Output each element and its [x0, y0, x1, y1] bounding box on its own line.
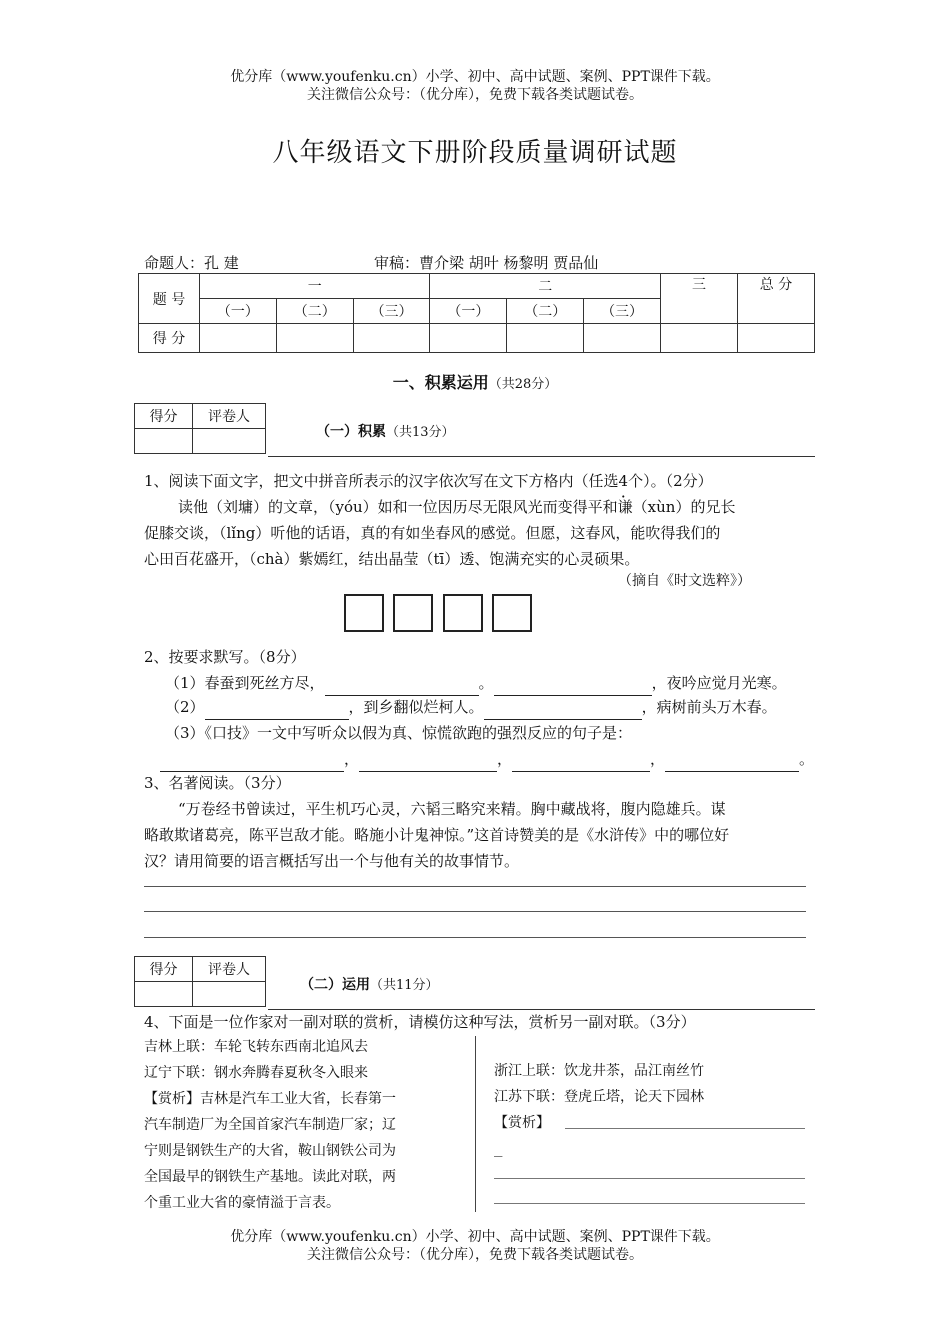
q4-left-6: 全国最早的钢铁生产基地。读此对联，两	[144, 1169, 396, 1185]
answer-line[interactable]	[144, 886, 806, 887]
part2-title	[300, 974, 439, 994]
q4-right-3: 【赏析】	[494, 1115, 550, 1131]
p2-sub2: （二）	[507, 299, 584, 324]
p1-sub1: （一）	[200, 299, 277, 324]
grader-reviewer-label: 评卷人	[193, 404, 266, 429]
section1-points: （共28分）	[488, 377, 558, 392]
grader-box	[134, 956, 266, 1007]
score-cell[interactable]	[276, 324, 353, 353]
grader-reviewer-label: 评卷人	[193, 957, 266, 982]
comma: ，	[650, 750, 666, 768]
part3-header: 三	[661, 274, 738, 324]
footer-line-2: 关注微信公众号：（优分库），免费下载各类试题试卷。	[307, 1247, 643, 1263]
q4-left-4: 汽车制造厂为全国首家汽车制造厂家；辽	[144, 1117, 396, 1133]
q4-left-1: 吉林上联：车轮飞转东西南北追风去	[144, 1039, 368, 1055]
answer-line[interactable]	[144, 911, 806, 912]
answer-line[interactable]	[494, 1203, 805, 1204]
q2-item2-tail: ，病树前头万木春。	[641, 698, 777, 716]
q2-item1-period: 。	[478, 674, 494, 692]
comma: ，	[497, 750, 513, 768]
answer-box[interactable]	[443, 594, 483, 632]
fill-blank[interactable]	[205, 701, 349, 720]
q1-stem-b: ）。（2分）	[643, 472, 713, 490]
q4-left-3: 【赏析】吉林是汽车工业大省，长春第一	[144, 1091, 396, 1107]
footer-line-1: 优分库（www.youfenku.cn）小学、初中、高中试题、案例、PPT课件下载。	[230, 1229, 720, 1245]
q4-stem: 4、下面是一位作家对一副对联的赏析，请模仿这种写法，赏析另一副对联。（3分）	[144, 1013, 696, 1031]
fill-blank[interactable]	[512, 753, 650, 772]
score-cell[interactable]	[353, 324, 430, 353]
part1-points: （共13分）	[386, 425, 455, 440]
grader-score-label: 得分	[135, 404, 193, 429]
answer-line[interactable]	[494, 1178, 805, 1179]
q2-stem: 2、按要求默写。（8分）	[144, 648, 306, 666]
q4-right-2: 江苏下联：登虎丘塔，论天下园林	[494, 1089, 704, 1105]
p1-sub3: （三）	[353, 299, 430, 324]
part1-title-text: （一）积累	[316, 424, 386, 440]
grader-box	[134, 403, 266, 454]
q1-stem	[144, 468, 713, 494]
answer-line[interactable]	[565, 1128, 805, 1129]
q1-line-3: 心田百花盛开，（chà）紫嫣红，结出晶莹（tī）透、饱满充实的心灵硕果。	[144, 550, 640, 568]
header-line-2: 关注微信公众号：（优分库），免费下载各类试题试卷。	[307, 87, 643, 103]
score-cell[interactable]	[507, 324, 584, 353]
q3-line-2: 略敢欺诸葛亮，陈平岂敌才能。略施小计鬼神惊。”这首诗赞美的是《水浒传》中的哪位好	[144, 826, 730, 844]
q4-left-5: 宁则是钢铁生产的大省，鞍山钢铁公司为	[144, 1143, 396, 1159]
p2-sub3: （三）	[584, 299, 661, 324]
score-cell[interactable]	[584, 324, 661, 353]
answer-box[interactable]	[492, 594, 532, 632]
q3-line-3: 汉？请用简要的语言概括写出一个与他有关的故事情节。	[144, 852, 520, 870]
answer-box[interactable]	[344, 594, 384, 632]
header-line-1: 优分库（www.youfenku.cn）小学、初中、高中试题、案例、PPT课件下载。	[230, 69, 720, 85]
q4-right-dash: _	[494, 1141, 503, 1157]
section1-title-text: 一、积累运用	[392, 373, 489, 392]
fill-blank[interactable]	[484, 701, 642, 720]
q1-source: （摘自《时文选粹》）	[618, 573, 751, 589]
fill-blank[interactable]	[359, 753, 497, 772]
q2-item2-text: （2）	[165, 698, 205, 716]
p1-sub2: （二）	[276, 299, 353, 324]
reviewers: 审稿：曹介梁 胡叶 杨黎明 贾品仙	[374, 254, 599, 272]
grader-score-cell[interactable]	[135, 429, 193, 454]
q4-left-7: 个重工业大省的豪情溢于言表。	[144, 1195, 340, 1211]
score-cell[interactable]	[430, 324, 507, 353]
grader-score-label: 得分	[135, 957, 193, 982]
page-title: 八年级语文下册阶段质量调研试题	[272, 138, 678, 168]
q2-item-3: （3）《口技》一文中写听众以假为真、惊慌欲跑的强烈反应的句子是：	[165, 724, 633, 742]
author: 命题人：孔 建	[144, 254, 239, 272]
score-cell[interactable]	[661, 324, 738, 353]
q4-left-2: 辽宁下联：钢水奔腾春夏秋冬入眼来	[144, 1065, 368, 1081]
total-header: 总 分	[738, 274, 815, 324]
q1-stem-dots: 选4个 ·	[604, 472, 644, 490]
answer-box[interactable]	[393, 594, 433, 632]
q2-item1-tail: ，夜吟应觉月光寒。	[651, 674, 787, 692]
comma: ，	[344, 750, 360, 768]
answer-line[interactable]	[144, 937, 806, 938]
score-cell[interactable]	[200, 324, 277, 353]
part2-title-text: （二）运用	[300, 977, 370, 993]
q3-stem: 3、名著阅读。（3分）	[144, 774, 291, 792]
section1-title	[0, 370, 950, 393]
q1-stem-a: 1、阅读下面文字，把文中拼音所表示的汉字依次写在文下方格内（任	[144, 472, 604, 490]
period: 。	[799, 750, 815, 768]
q2-item2-mid: ，到乡翻似烂柯人。	[348, 698, 484, 716]
row-label: 题 号	[139, 274, 200, 324]
divider	[268, 456, 815, 457]
part1-title	[316, 421, 455, 441]
part1-header: 一	[200, 274, 430, 299]
part2-header: 二	[430, 274, 661, 299]
part2-points: （共11分）	[370, 978, 439, 993]
score-cell[interactable]	[738, 324, 815, 353]
q3-line-1: “万卷经书曾读过，平生机巧心灵，六韬三略究来精。胸中藏战将，腹内隐雄兵。谋	[178, 800, 726, 818]
score-label: 得 分	[139, 324, 200, 353]
column-divider	[475, 1036, 476, 1212]
grader-score-cell[interactable]	[135, 982, 193, 1007]
p2-sub1: （一）	[430, 299, 507, 324]
fill-blank[interactable]	[665, 753, 799, 772]
q1-line-1: 读他（刘墉）的文章，（yóu）如和一位因历尽无限风光而变得平和谦（xùn）的兄长	[178, 498, 736, 516]
q4-right-1: 浙江上联：饮龙井茶，品江南丝竹	[494, 1063, 704, 1079]
q2-item-1	[165, 670, 787, 696]
grader-reviewer-cell[interactable]	[193, 982, 266, 1007]
grader-reviewer-cell[interactable]	[193, 429, 266, 454]
score-table	[138, 273, 815, 353]
q2-item-2	[165, 694, 777, 720]
q1-line-2: 促膝交谈，（lǐng）听他的话语，真的有如坐春风的感觉。但愿，这春风，能吹得我们的	[144, 524, 721, 542]
q2-item3-blanks	[160, 746, 814, 772]
q2-item1-text: （1）春蚕到死丝方尽，	[165, 674, 325, 692]
